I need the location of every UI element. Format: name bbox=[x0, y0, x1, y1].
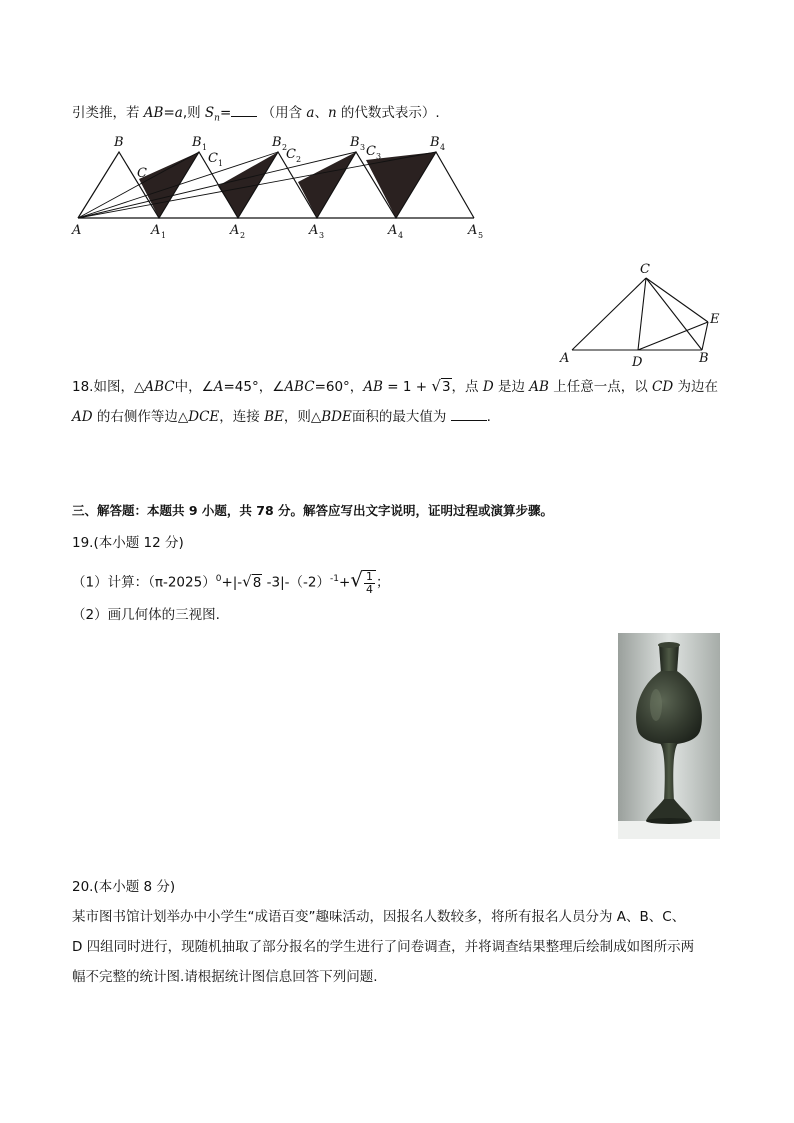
line-ab1 bbox=[78, 152, 199, 218]
q20-line1: 某市图书馆计划举办中小学生“成语百变”趣味活动，因报名人数较多，将所有报名人员分为 A、B、C、 bbox=[72, 909, 686, 925]
segment-CE bbox=[646, 278, 708, 322]
sqrt-symbol: √ bbox=[431, 377, 441, 395]
svg-text:3: 3 bbox=[376, 152, 382, 161]
label-B: B bbox=[699, 351, 709, 366]
svg-text:2: 2 bbox=[296, 155, 302, 164]
label-C3: C bbox=[366, 144, 376, 159]
label-A1: A bbox=[151, 223, 161, 238]
svg-text:4: 4 bbox=[440, 143, 446, 152]
answer-blank-18[interactable] bbox=[451, 408, 487, 421]
section-title: 三、解答题：本题共 9 小题，共 78 分。解答应写出文字说明，证明过程或演算步骤。 bbox=[72, 503, 554, 518]
label-D: D bbox=[632, 355, 643, 370]
label-E: E bbox=[710, 312, 720, 327]
q20-line3: 幅不完整的统计图.请根据统计图信息回答下列问题. bbox=[72, 969, 378, 985]
segment-CB bbox=[646, 278, 702, 350]
svg-text:3: 3 bbox=[319, 231, 325, 240]
label-C: C bbox=[640, 262, 650, 277]
label-A: A bbox=[72, 223, 82, 238]
label-A3: A bbox=[309, 223, 319, 238]
q20-header: 20.(本小题 8 分) bbox=[72, 879, 176, 895]
figure-17-triangles bbox=[60, 130, 500, 242]
vase-photo bbox=[618, 633, 720, 839]
segment-CD bbox=[638, 278, 646, 350]
segment-BE bbox=[702, 322, 708, 350]
q18-line2: AD 的右侧作等边△DCE，连接 BE，则△BDE面积的最大值为 . bbox=[72, 409, 491, 425]
q20-line2: D 四组同时进行，现随机抽取了部分报名的学生进行了问卷调查，并将调查结果整理后绘制成如图所示两 bbox=[72, 939, 695, 955]
label-B: B bbox=[114, 135, 124, 150]
svg-text:4: 4 bbox=[398, 231, 404, 240]
vase-neck bbox=[659, 645, 679, 673]
q18-line1: 18.如图，△ABC中，∠A=45°，∠ABC=60°，AB = 1 + √3，点 D 是边 AB 上任意一点，以 CD 为边在 bbox=[72, 377, 718, 395]
q19-header: 19.(本小题 12 分) bbox=[72, 535, 184, 551]
svg-text:1: 1 bbox=[202, 143, 208, 152]
label-A5: A bbox=[468, 223, 478, 238]
svg-text:1: 1 bbox=[218, 159, 224, 168]
q17-text: 引类推，若 AB=a,则 $S_n=$ （用含 a、n 的代数式表示）. bbox=[72, 105, 440, 124]
shaded-triangle-1 bbox=[139, 152, 199, 218]
q19-part1: （1）计算：$(\pi-2025)^0+|-√8$ $-3|-(-2)^{-1}+√$ $\frac{1}{4}$ ； bbox=[72, 567, 390, 596]
answer-blank-17[interactable] bbox=[231, 104, 257, 117]
label-A4: A bbox=[388, 223, 398, 238]
svg-text:1: 1 bbox=[161, 231, 167, 240]
label-B2: B bbox=[272, 135, 282, 150]
label-B4: B bbox=[430, 135, 440, 150]
svg-text:2: 2 bbox=[282, 143, 288, 152]
q19-part2: （2）画几何体的三视图. bbox=[72, 607, 220, 623]
label-B1: B bbox=[192, 135, 202, 150]
svg-text:2: 2 bbox=[240, 231, 246, 240]
label-C2: C bbox=[286, 147, 296, 162]
fraction-one-quarter: $\frac{1}{4}$ bbox=[363, 570, 376, 596]
label-B3: B bbox=[350, 135, 360, 150]
label-A: A bbox=[560, 351, 570, 366]
segment-AC bbox=[572, 278, 646, 350]
label-C: C bbox=[137, 166, 147, 181]
svg-text:5: 5 bbox=[478, 231, 484, 240]
sqrt-symbol: √ bbox=[350, 567, 364, 592]
label-C1: C bbox=[208, 151, 218, 166]
svg-text:3: 3 bbox=[360, 143, 366, 152]
label-A2: A bbox=[230, 223, 240, 238]
figure-18-triangle bbox=[556, 258, 726, 370]
shaded-triangle-3 bbox=[298, 152, 356, 218]
segment-DE bbox=[638, 322, 708, 350]
sqrt-symbol: √ bbox=[242, 572, 252, 591]
